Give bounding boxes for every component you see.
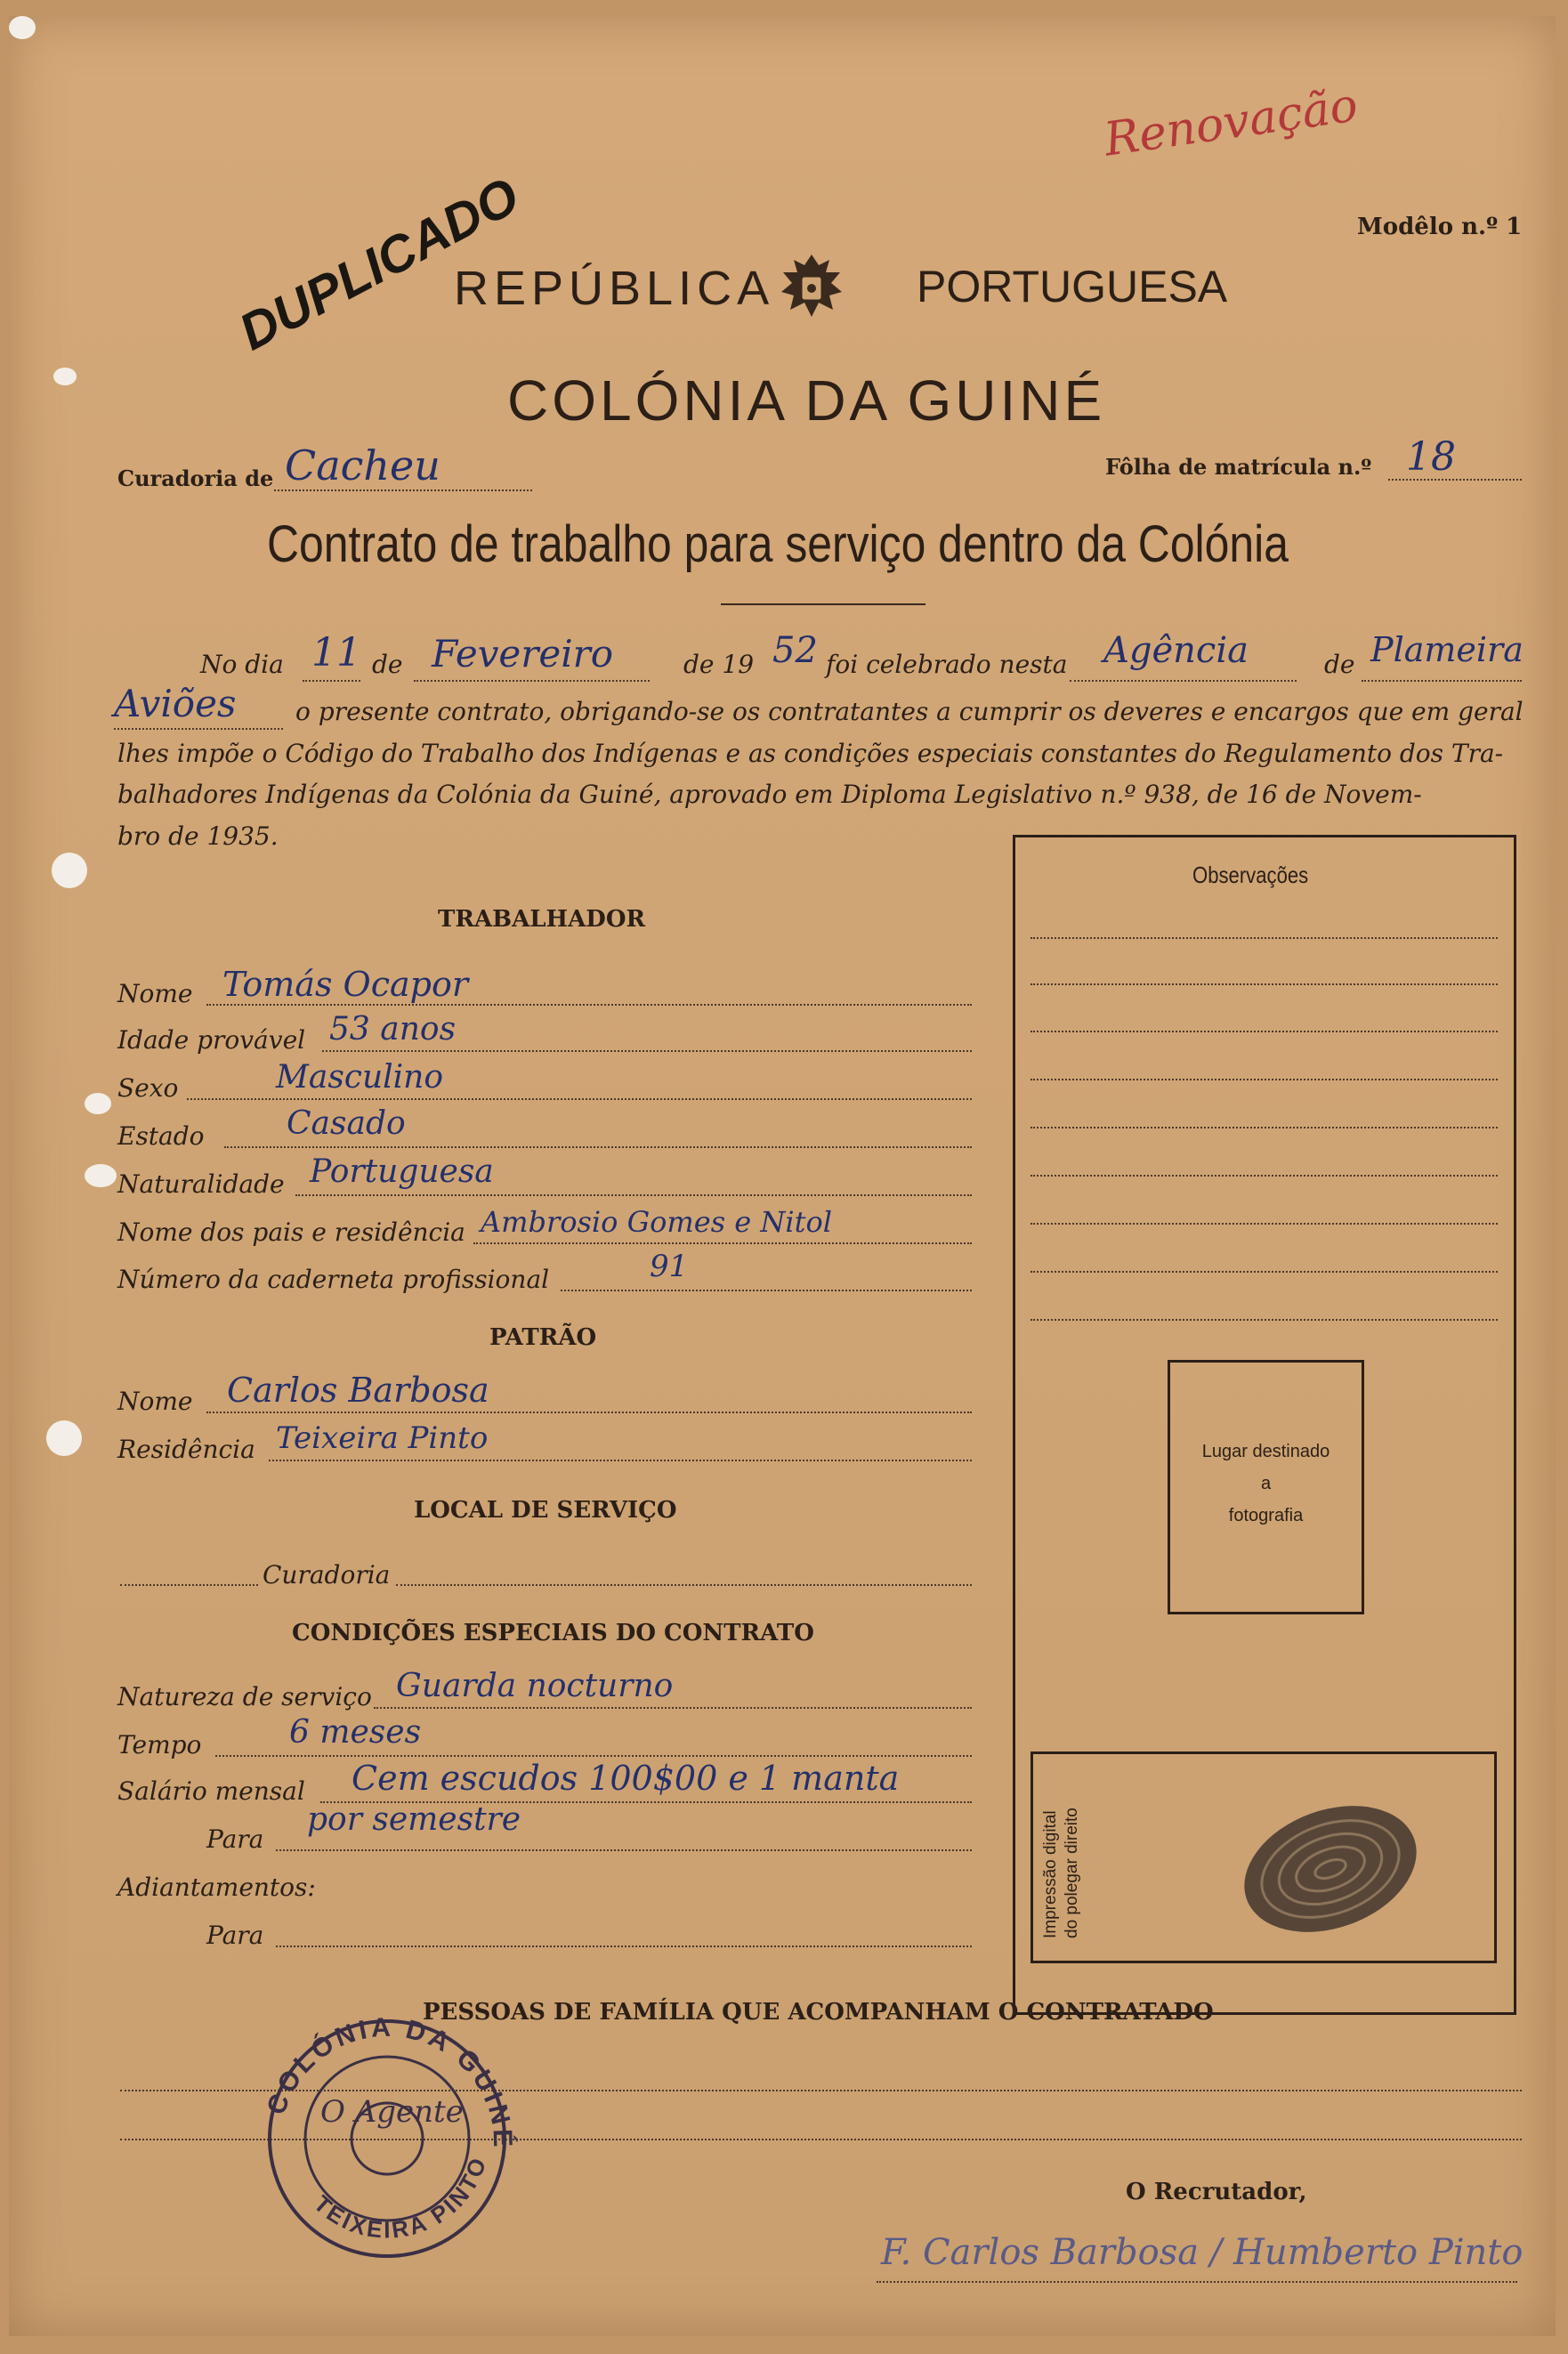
dotted-line [396, 1584, 972, 1586]
paper-damage [53, 368, 77, 385]
tempo-label: Tempo [117, 1730, 202, 1759]
estado-label: Estado [117, 1121, 205, 1151]
local-curadoria-label: Curadoria [263, 1560, 391, 1590]
folha-label: Fôlha de matrícula n.º [1105, 454, 1372, 480]
signature: F. Carlos Barbosa / Humberto Pinto [881, 2232, 1524, 2273]
adiantamentos-label: Adiantamentos: [117, 1873, 316, 1902]
dotted-line [114, 728, 283, 730]
folha-value: 18 [1406, 434, 1456, 480]
patrao-nome-label: Nome [117, 1387, 193, 1416]
naturalidade-label: Naturalidade [117, 1169, 285, 1199]
renovacao-annotation: Renovação [1101, 78, 1362, 167]
dotted-line [1362, 680, 1522, 682]
observacoes-line [1031, 1079, 1498, 1080]
intro-place: Plameira [1370, 630, 1524, 669]
intro-year: 52 [772, 630, 818, 671]
thumbprint-label-2: do polegar direito [1063, 1808, 1081, 1938]
header-republica: REPÚBLICA [454, 262, 775, 315]
pais-label: Nome dos pais e residência [117, 1217, 465, 1247]
intro-body: balhadores Indígenas da Colónia da Guiné, aprovado em Diploma Legislativo n.º 938, de 16 de Novem- [117, 780, 1422, 809]
thumbprint-label-1: Impressão digital [1041, 1810, 1060, 1938]
punch-hole [52, 853, 87, 888]
natureza-label: Natureza de serviço [117, 1682, 372, 1711]
paper-damage [85, 1164, 117, 1187]
svg-text:TEIXEIRA PINTO [309, 2152, 492, 2243]
natureza-value: Guarda nocturno [396, 1668, 674, 1704]
dotted-line [473, 1242, 972, 1244]
caderneta-label: Número da caderneta profissional [117, 1265, 550, 1294]
para-label: Para [206, 1824, 264, 1854]
curadoria-label: Curadoria de [117, 465, 274, 491]
trabalhador-caderneta: 91 [650, 1249, 689, 1284]
dotted-line [215, 1755, 972, 1757]
dotted-line [274, 489, 532, 491]
photo-label-3: fotografia [1228, 1506, 1304, 1525]
familia-heading: PESSOAS DE FAMÍLIA QUE ACOMPANHAM O CONTRATADO [423, 1999, 1214, 2026]
intro-body: bro de 1935. [117, 821, 279, 851]
no-dia-label: No dia [200, 650, 284, 679]
sexo-label: Sexo [117, 1073, 179, 1103]
svg-text:COLÓNIA DA GUINÉ [262, 2013, 519, 2151]
punch-hole [46, 1420, 82, 1456]
year-prefix: de 19 [683, 650, 755, 679]
patrao-residencia: Teixeira Pinto [276, 1420, 489, 1456]
trabalhador-pais: Ambrosio Gomes e Nitol [481, 1205, 832, 1239]
nome-label: Nome [117, 979, 193, 1008]
patrao-heading: PATRÃO [489, 1324, 597, 1351]
local-heading: LOCAL DE SERVIÇO [414, 1497, 677, 1524]
dotted-line [295, 1194, 972, 1196]
header-portuguesa: PORTUGUESA [917, 262, 1228, 311]
model-number: Modêlo n.º 1 [1357, 214, 1523, 240]
observacoes-line [1031, 1175, 1498, 1177]
intro-place-cont: Aviões [114, 682, 237, 725]
observacoes-label: Observações [1192, 862, 1309, 888]
intro-agency: Agência [1103, 630, 1249, 671]
dotted-line [120, 1584, 258, 1586]
para2-label: Para [206, 1921, 264, 1950]
observacoes-line [1031, 1319, 1498, 1321]
photo-label-2: a [1260, 1474, 1272, 1493]
seal-top-text: COLÓNIA DA GUINÉ [261, 2012, 518, 2151]
observacoes-line [1031, 1031, 1498, 1032]
title-ornament [721, 603, 925, 605]
dotted-line [187, 1098, 972, 1100]
paper-damage [85, 1093, 111, 1114]
document-sheet [9, 16, 1556, 2336]
trabalhador-estado: Casado [287, 1105, 406, 1142]
de-label: de [1324, 650, 1355, 679]
header-colonia: COLÓNIA DA GUINÉ [507, 368, 1106, 433]
seal-signature: O Agente [320, 2094, 464, 2130]
observacoes-line [1031, 983, 1498, 985]
photo-label-1: Lugar destinado [1201, 1442, 1330, 1461]
salario-value: Cem escudos 100$00 e 1 manta [352, 1759, 900, 1798]
curadoria-value: Cacheu [285, 441, 440, 489]
observacoes-line [1031, 1223, 1498, 1225]
recrutador-label: O Recrutador, [1126, 2179, 1307, 2205]
duplicado-stamp: DUPLICADO [230, 166, 529, 362]
dotted-line [206, 1412, 972, 1413]
observacoes-line [1031, 937, 1498, 939]
observacoes-line [1031, 1127, 1498, 1128]
dotted-line [322, 1050, 972, 1052]
trabalhador-idade: 53 anos [329, 1011, 457, 1048]
intro-day: 11 [311, 630, 361, 675]
signature-line [877, 2281, 1517, 2283]
intro-month: Fevereiro [432, 632, 614, 675]
dotted-line [269, 1460, 972, 1461]
contract-title: Contrato de trabalho para serviço dentro da Colónia [267, 515, 1289, 573]
dotted-line [224, 1146, 972, 1148]
de-label: de [372, 650, 403, 679]
coat-of-arms-icon [767, 246, 856, 335]
trabalhador-nome: Tomás Ocapor [222, 965, 469, 1004]
seal-bottom-text: TEIXEIRA PINTO [308, 2152, 493, 2244]
patrao-nome: Carlos Barbosa [227, 1371, 489, 1410]
intro-body: o presente contrato, obrigando-se os contratantes a cumprir os deveres e encargos que em geral [295, 697, 1524, 726]
thumbprint-icon [1228, 1796, 1433, 1938]
paper-damage [9, 16, 36, 39]
dotted-line [303, 680, 360, 682]
observacoes-line [1031, 1271, 1498, 1273]
foi-label: foi celebrado nesta [826, 650, 1068, 679]
dotted-line [561, 1290, 972, 1291]
trabalhador-naturalidade: Portuguesa [310, 1153, 494, 1190]
para-value: por semestre [307, 1801, 521, 1838]
dotted-line [374, 1707, 972, 1709]
dotted-line [276, 1945, 972, 1947]
salario-label: Salário mensal [117, 1776, 305, 1806]
patrao-residencia-label: Residência [117, 1435, 255, 1464]
official-seal [245, 2010, 529, 2259]
idade-label: Idade provável [117, 1025, 306, 1055]
dotted-line [414, 680, 650, 682]
condicoes-heading: CONDIÇÕES ESPECIAIS DO CONTRATO [292, 1620, 814, 1646]
trabalhador-heading: TRABALHADOR [438, 906, 646, 933]
tempo-value: 6 meses [289, 1714, 422, 1751]
trabalhador-sexo: Masculino [276, 1059, 444, 1096]
intro-body: lhes impõe o Código do Trabalho dos Indígenas e as condições especiais constantes do Regulamento dos Tra- [117, 739, 1504, 768]
dotted-line [276, 1849, 972, 1851]
dotted-line [206, 1004, 972, 1006]
dotted-line [1070, 680, 1297, 682]
